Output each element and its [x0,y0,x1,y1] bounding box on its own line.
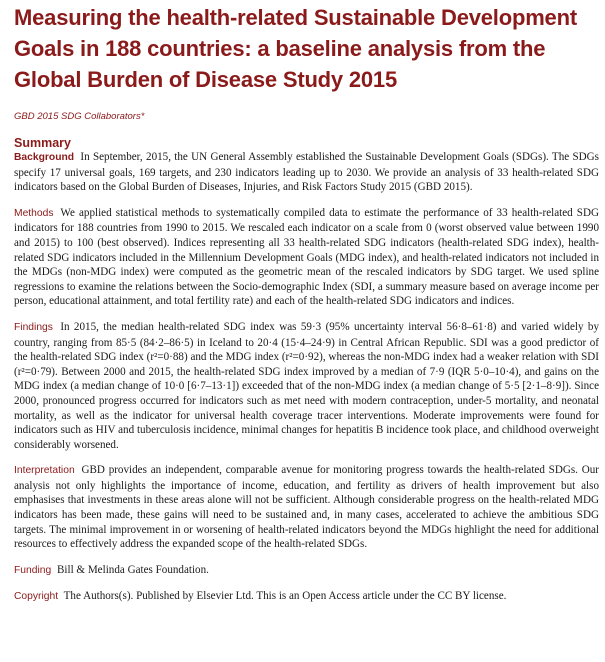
section-label-interpretation: Interpretation [14,465,75,477]
section-text-findings: In 2015, the median health-related SDG index was 59·3 (95% uncertainty interval 56·8–61·8) and varied widely by country, ranging from 85·5 (84·2–86·5) in Iceland to 20·4 (15·4–24·9) in Central African Republic. SDI was a good predictor of the health-related SDG index (r²=0·88) and the MDG index (r²=0·92), whereas the non-MDG index had a weaker relation with SDI (r²=0·79). Between 2000 and 2015, the health-related SDG index improved by a median of 7·9 (IQR 5·0–10·4), and gains on the MDG index (a median change of 10·0 [6·7–13·1]) exceeded that of the non-MDG index (a median change of 5·5 [2·1–8·9]). Since 2000, pronounced progress occurred for indicators such as met need with modern contraception, under-5 mortality, and neonatal mortality, as well as the indicator for universal health coverage tracer interventions. Moderate improvements were found for indicators such as HIV and tuberculosis incidence, minimal changes for hepatitis B incidence took place, and childhood overweight considerably worsened. [14,320,599,451]
section-label-findings: Findings [14,321,53,333]
summary-findings [14,320,599,452]
section-label-background: Background [14,152,75,163]
summary-copyright [14,589,599,605]
section-text-funding: Bill & Melinda Gates Foundation. [57,563,209,576]
summary-interpretation [14,463,599,552]
article-title: Measuring the health-related Sustainable Development Goals in 188 countries: a baseline analysis from the Global Burden of Disease Study 2015 [14,5,577,92]
summary-funding [14,563,599,579]
section-label-copyright: Copyright [14,591,59,603]
section-label-funding: Funding [14,564,52,576]
summary-background [14,150,599,195]
summary-heading: Summary [14,136,71,150]
section-label-methods: Methods [14,207,54,219]
section-text-methods: We applied statistical methods to systematically compiled data to estimate the performance of 33 health-related SDG indicators for 188 countries from 1990 to 2015. We rescaled each indicator on a scale from 0 (worst observed value between 1990 and 2015) to 100 (best observed). Indices representing all 33 health-related SDG indicators (health-related SDG index), health-related SDG indicators included in the Millennium Development Goals (MDG index), and health-related indicators not included in the MDGs (non-MDG index) were computed as the geometric mean of the rescaled indicators by SDG target. We used spline regressions to examine the relations between the Socio-demographic Index (SDI, a summary measure based on average income per person, educational attainment, and total fertility rate) and each of the health-related SDG indicators and indices. [14,206,600,308]
section-text-background: In September, 2015, the UN General Assembly established the Sustainable Development Goals (SDGs). The SDGs specify 17 universal goals, 169 targets, and 230 indicators leading up to 2030. We provide an analysis of 33 health-related SDG indicators based on the Global Burden of Diseases, Injuries, and Risk Factors Study 2015 (GBD 2015). [14,151,599,194]
section-text-copyright: The Authors(s). Published by Elsevier Ltd. This is an Open Access article under the CC BY license. [63,590,507,603]
summary-methods [14,206,599,309]
section-text-interpretation: GBD provides an independent, comparable avenue for monitoring progress towards the health-related SDGs. Our analysis not only highlights the importance of income, education, and fertility as drivers of health improvement but also emphasises that investments in these areas alone will not be sufficient. Although considerable progress on the health-related MDG indicators has been made, these gains will need to be sustained and, in many cases, accelerated to achieve the ambitious SDG targets. The minimal improvement in or worsening of health-related indicators beyond the MDGs highlight the need for additional resources to effectively address the expanded scope of the health-related SDGs. [14,464,599,551]
author-line: GBD 2015 SDG Collaborators* [14,111,145,122]
